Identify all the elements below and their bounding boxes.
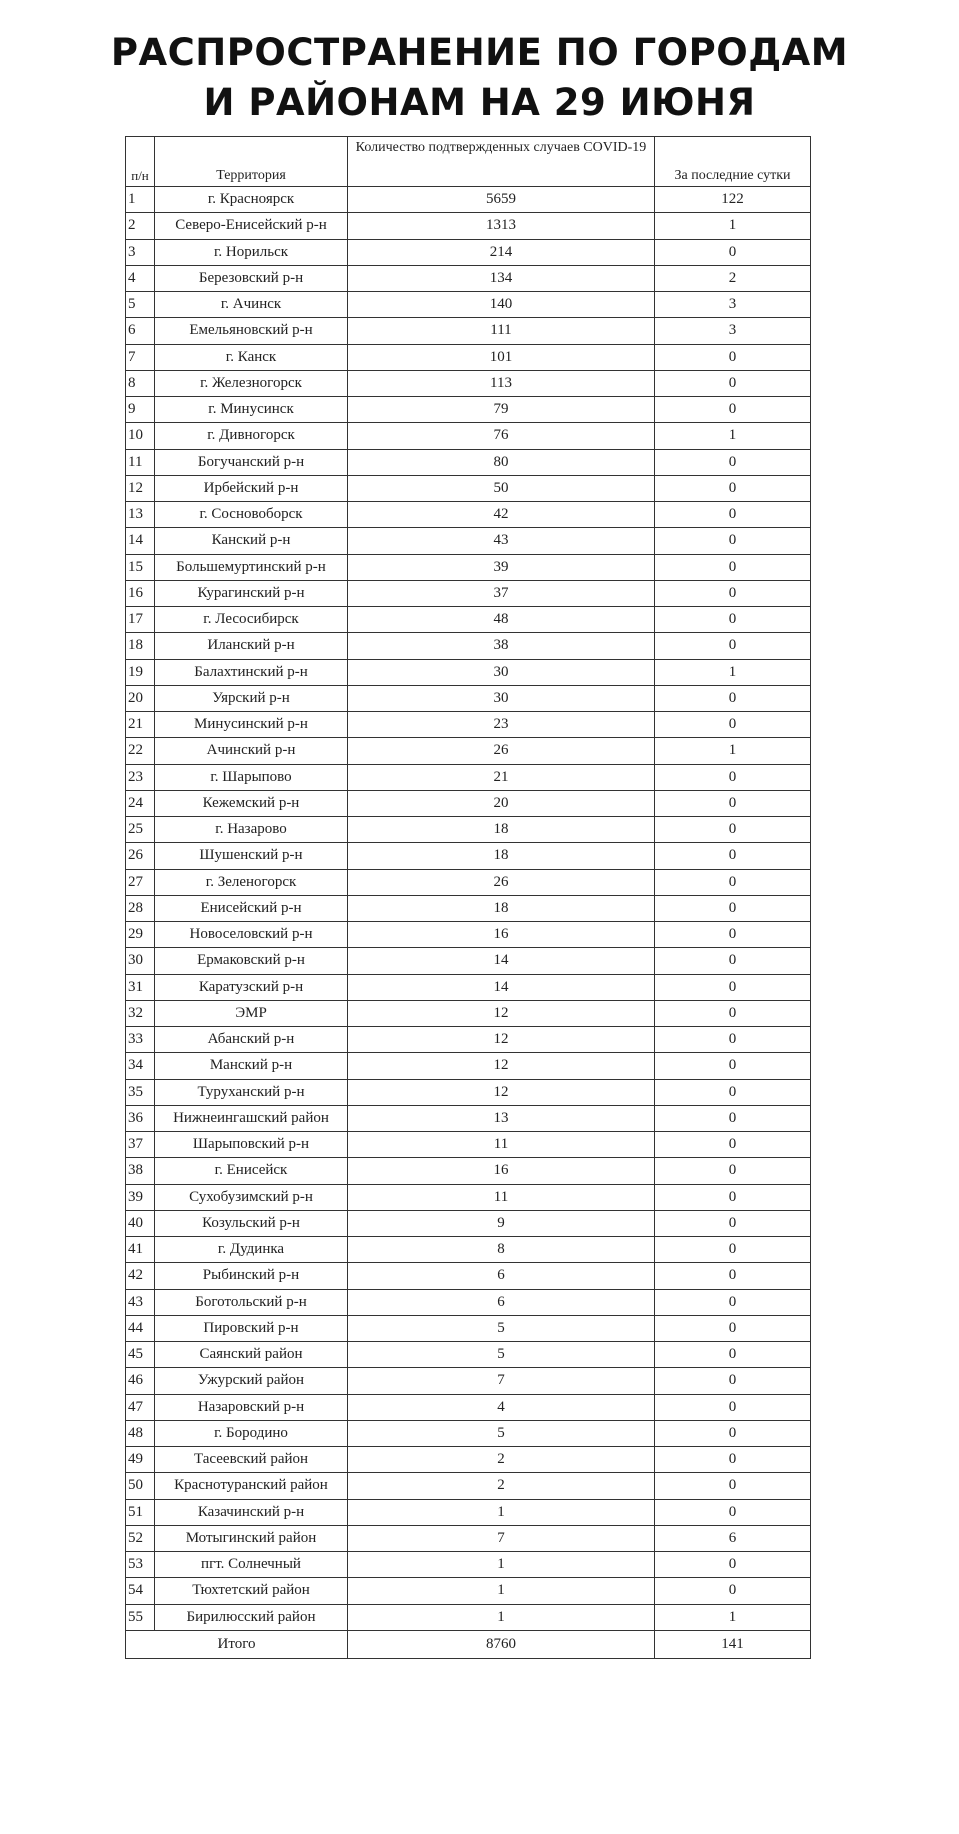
row-number: 51 — [126, 1499, 155, 1525]
row-number: 50 — [126, 1473, 155, 1499]
row-cases: 1 — [348, 1604, 655, 1630]
row-daily: 0 — [655, 685, 811, 711]
row-daily: 0 — [655, 1237, 811, 1263]
row-number: 4 — [126, 265, 155, 291]
table-body — [126, 187, 811, 1631]
row-territory: Большемуртинский р-н — [155, 554, 348, 580]
row-number: 48 — [126, 1420, 155, 1446]
row-daily: 0 — [655, 1027, 811, 1053]
row-number: 42 — [126, 1263, 155, 1289]
row-cases: 48 — [348, 607, 655, 633]
table-row — [126, 502, 811, 528]
row-territory: Новоселовский р-н — [155, 922, 348, 948]
table-row — [126, 187, 811, 213]
row-territory: г. Сосновоборск — [155, 502, 348, 528]
table-row — [126, 1184, 811, 1210]
row-territory: Емельяновский р-н — [155, 318, 348, 344]
row-cases: 38 — [348, 633, 655, 659]
row-cases: 50 — [348, 475, 655, 501]
row-number: 37 — [126, 1132, 155, 1158]
row-territory: г. Зеленогорск — [155, 869, 348, 895]
row-daily: 0 — [655, 1000, 811, 1026]
row-territory: Иланский р-н — [155, 633, 348, 659]
row-territory: Ирбейский р-н — [155, 475, 348, 501]
row-daily: 0 — [655, 607, 811, 633]
row-number: 14 — [126, 528, 155, 554]
row-cases: 140 — [348, 292, 655, 318]
row-cases: 39 — [348, 554, 655, 580]
page-title — [0, 28, 959, 128]
table-row — [126, 817, 811, 843]
row-cases: 8 — [348, 1237, 655, 1263]
row-number: 39 — [126, 1184, 155, 1210]
row-cases: 30 — [348, 685, 655, 711]
row-daily: 0 — [655, 1184, 811, 1210]
row-number: 30 — [126, 948, 155, 974]
row-number: 11 — [126, 449, 155, 475]
row-daily: 1 — [655, 423, 811, 449]
row-territory: г. Дивногорск — [155, 423, 348, 449]
row-territory: Енисейский р-н — [155, 895, 348, 921]
row-cases: 37 — [348, 580, 655, 606]
table-row — [126, 922, 811, 948]
row-territory: Манский р-н — [155, 1053, 348, 1079]
row-number: 2 — [126, 213, 155, 239]
table-row — [126, 1263, 811, 1289]
row-cases: 13 — [348, 1105, 655, 1131]
row-number: 20 — [126, 685, 155, 711]
row-daily: 0 — [655, 922, 811, 948]
row-cases: 12 — [348, 1079, 655, 1105]
row-cases: 101 — [348, 344, 655, 370]
row-daily: 1 — [655, 659, 811, 685]
row-number: 47 — [126, 1394, 155, 1420]
table-row — [126, 1499, 811, 1525]
row-daily: 0 — [655, 344, 811, 370]
row-territory: Ачинский р-н — [155, 738, 348, 764]
row-daily: 0 — [655, 1132, 811, 1158]
row-daily: 0 — [655, 1499, 811, 1525]
row-territory: Ужурский район — [155, 1368, 348, 1394]
row-number: 45 — [126, 1342, 155, 1368]
row-cases: 14 — [348, 948, 655, 974]
row-territory: г. Железногорск — [155, 370, 348, 396]
row-number: 46 — [126, 1368, 155, 1394]
row-territory: Сухобузимский р-н — [155, 1184, 348, 1210]
row-territory: г. Бородино — [155, 1420, 348, 1446]
row-territory: Кежемский р-н — [155, 790, 348, 816]
row-number: 22 — [126, 738, 155, 764]
title-line-1: РАСПРОСТРАНЕНИЕ ПО ГОРОДАМ — [110, 31, 849, 74]
row-territory: Саянский район — [155, 1342, 348, 1368]
row-number: 41 — [126, 1237, 155, 1263]
row-daily: 0 — [655, 790, 811, 816]
row-daily: 0 — [655, 1263, 811, 1289]
table-row — [126, 895, 811, 921]
row-cases: 5 — [348, 1342, 655, 1368]
row-number: 53 — [126, 1552, 155, 1578]
row-number: 54 — [126, 1578, 155, 1604]
row-daily: 0 — [655, 239, 811, 265]
row-territory: пгт. Солнечный — [155, 1552, 348, 1578]
row-cases: 42 — [348, 502, 655, 528]
row-territory: Назаровский р-н — [155, 1394, 348, 1420]
table-row — [126, 843, 811, 869]
row-cases: 16 — [348, 922, 655, 948]
total-row — [126, 1630, 811, 1658]
row-cases: 113 — [348, 370, 655, 396]
row-territory: г. Ачинск — [155, 292, 348, 318]
row-cases: 2 — [348, 1447, 655, 1473]
row-number: 44 — [126, 1315, 155, 1341]
row-cases: 2 — [348, 1473, 655, 1499]
row-number: 18 — [126, 633, 155, 659]
row-daily: 0 — [655, 1079, 811, 1105]
row-number: 35 — [126, 1079, 155, 1105]
row-cases: 16 — [348, 1158, 655, 1184]
table-row — [126, 1237, 811, 1263]
row-number: 40 — [126, 1210, 155, 1236]
row-cases: 26 — [348, 738, 655, 764]
row-territory: Тасеевский район — [155, 1447, 348, 1473]
table-row — [126, 1132, 811, 1158]
row-territory: Ермаковский р-н — [155, 948, 348, 974]
row-cases: 18 — [348, 895, 655, 921]
row-daily: 3 — [655, 292, 811, 318]
row-daily: 0 — [655, 1578, 811, 1604]
table-row — [126, 1342, 811, 1368]
row-territory: Березовский р-н — [155, 265, 348, 291]
row-cases: 5 — [348, 1420, 655, 1446]
row-territory: Козульский р-н — [155, 1210, 348, 1236]
table-row — [126, 1105, 811, 1131]
row-daily: 0 — [655, 1420, 811, 1446]
row-number: 43 — [126, 1289, 155, 1315]
row-daily: 0 — [655, 1105, 811, 1131]
table-row — [126, 1552, 811, 1578]
row-territory: Канский р-н — [155, 528, 348, 554]
row-territory: Пировский р-н — [155, 1315, 348, 1341]
table-row — [126, 423, 811, 449]
row-number: 12 — [126, 475, 155, 501]
row-daily: 0 — [655, 633, 811, 659]
row-number: 36 — [126, 1105, 155, 1131]
table-row — [126, 318, 811, 344]
table-row — [126, 475, 811, 501]
row-daily: 0 — [655, 1053, 811, 1079]
row-number: 38 — [126, 1158, 155, 1184]
table-row — [126, 738, 811, 764]
row-number: 3 — [126, 239, 155, 265]
header-daily: За последние сутки — [655, 137, 811, 187]
row-daily: 0 — [655, 475, 811, 501]
row-territory: Уярский р-н — [155, 685, 348, 711]
row-territory: Северо-Енисейский р-н — [155, 213, 348, 239]
row-territory: г. Красноярск — [155, 187, 348, 213]
table-row — [126, 1368, 811, 1394]
row-number: 16 — [126, 580, 155, 606]
table-row — [126, 397, 811, 423]
row-territory: г. Назарово — [155, 817, 348, 843]
table-row — [126, 1210, 811, 1236]
row-number: 34 — [126, 1053, 155, 1079]
row-territory: Тюхтетский район — [155, 1578, 348, 1604]
table-row — [126, 344, 811, 370]
row-daily: 122 — [655, 187, 811, 213]
row-cases: 11 — [348, 1132, 655, 1158]
row-cases: 5 — [348, 1315, 655, 1341]
row-territory: г. Канск — [155, 344, 348, 370]
row-daily: 0 — [655, 1158, 811, 1184]
row-territory: Абанский р-н — [155, 1027, 348, 1053]
row-territory: г. Лесосибирск — [155, 607, 348, 633]
table-row — [126, 1158, 811, 1184]
row-daily: 1 — [655, 213, 811, 239]
row-cases: 6 — [348, 1289, 655, 1315]
row-daily: 0 — [655, 1473, 811, 1499]
table-row — [126, 528, 811, 554]
row-territory: Балахтинский р-н — [155, 659, 348, 685]
row-daily: 0 — [655, 580, 811, 606]
row-cases: 14 — [348, 974, 655, 1000]
row-daily: 0 — [655, 817, 811, 843]
table-row — [126, 1525, 811, 1551]
row-cases: 111 — [348, 318, 655, 344]
table-row — [126, 685, 811, 711]
row-daily: 0 — [655, 1342, 811, 1368]
row-cases: 80 — [348, 449, 655, 475]
row-daily: 0 — [655, 974, 811, 1000]
row-territory: Курагинский р-н — [155, 580, 348, 606]
table-row — [126, 1053, 811, 1079]
total-cases: 8760 — [348, 1630, 655, 1658]
row-number: 13 — [126, 502, 155, 528]
row-daily: 0 — [655, 449, 811, 475]
table-row — [126, 370, 811, 396]
table-row — [126, 712, 811, 738]
row-cases: 1313 — [348, 213, 655, 239]
row-daily: 6 — [655, 1525, 811, 1551]
table-row — [126, 1289, 811, 1315]
table-row — [126, 948, 811, 974]
title-line-2: И РАЙОНАМ НА 29 ИЮНЯ — [203, 81, 756, 124]
row-territory: Казачинский р-н — [155, 1499, 348, 1525]
row-cases: 23 — [348, 712, 655, 738]
row-number: 1 — [126, 187, 155, 213]
table-row — [126, 764, 811, 790]
total-daily: 141 — [655, 1630, 811, 1658]
row-cases: 18 — [348, 843, 655, 869]
row-number: 6 — [126, 318, 155, 344]
row-daily: 0 — [655, 1368, 811, 1394]
row-number: 7 — [126, 344, 155, 370]
row-number: 49 — [126, 1447, 155, 1473]
row-number: 25 — [126, 817, 155, 843]
row-territory: г. Норильск — [155, 239, 348, 265]
row-daily: 0 — [655, 1552, 811, 1578]
row-daily: 0 — [655, 370, 811, 396]
row-cases: 9 — [348, 1210, 655, 1236]
row-cases: 1 — [348, 1552, 655, 1578]
row-cases: 20 — [348, 790, 655, 816]
row-territory: Рыбинский р-н — [155, 1263, 348, 1289]
table-row — [126, 1604, 811, 1630]
row-territory: Богучанский р-н — [155, 449, 348, 475]
table-row — [126, 869, 811, 895]
row-cases: 4 — [348, 1394, 655, 1420]
row-daily: 2 — [655, 265, 811, 291]
row-daily: 0 — [655, 764, 811, 790]
row-daily: 0 — [655, 397, 811, 423]
covid-cases-table — [125, 136, 811, 1659]
row-cases: 21 — [348, 764, 655, 790]
row-cases: 1 — [348, 1499, 655, 1525]
row-number: 19 — [126, 659, 155, 685]
row-daily: 0 — [655, 554, 811, 580]
row-cases: 12 — [348, 1053, 655, 1079]
table-row — [126, 239, 811, 265]
row-cases: 6 — [348, 1263, 655, 1289]
row-territory: г. Шарыпово — [155, 764, 348, 790]
row-daily: 0 — [655, 502, 811, 528]
row-daily: 0 — [655, 528, 811, 554]
table-row — [126, 292, 811, 318]
header-cases: Количество подтвержденных случаев COVID-19 — [348, 137, 655, 187]
table-row — [126, 1473, 811, 1499]
table-row — [126, 213, 811, 239]
row-number: 10 — [126, 423, 155, 449]
row-daily: 0 — [655, 948, 811, 974]
row-cases: 76 — [348, 423, 655, 449]
row-daily: 0 — [655, 1394, 811, 1420]
table-row — [126, 265, 811, 291]
row-cases: 5659 — [348, 187, 655, 213]
table-row — [126, 1315, 811, 1341]
row-daily: 0 — [655, 869, 811, 895]
row-daily: 1 — [655, 738, 811, 764]
table-row — [126, 1027, 811, 1053]
row-territory: Туруханский р-н — [155, 1079, 348, 1105]
row-number: 21 — [126, 712, 155, 738]
row-territory: Каратузский р-н — [155, 974, 348, 1000]
row-daily: 0 — [655, 1289, 811, 1315]
row-number: 33 — [126, 1027, 155, 1053]
row-number: 27 — [126, 869, 155, 895]
header-territory: Территория — [155, 137, 348, 187]
row-number: 55 — [126, 1604, 155, 1630]
row-cases: 11 — [348, 1184, 655, 1210]
row-daily: 0 — [655, 1447, 811, 1473]
row-cases: 12 — [348, 1000, 655, 1026]
table-row — [126, 1394, 811, 1420]
row-cases: 12 — [348, 1027, 655, 1053]
row-territory: Шарыповский р-н — [155, 1132, 348, 1158]
row-number: 17 — [126, 607, 155, 633]
row-number: 8 — [126, 370, 155, 396]
table-row — [126, 1578, 811, 1604]
row-cases: 26 — [348, 869, 655, 895]
row-number: 23 — [126, 764, 155, 790]
row-daily: 0 — [655, 1315, 811, 1341]
row-territory: Минусинский р-н — [155, 712, 348, 738]
header-num: п/н — [126, 137, 155, 187]
table-row — [126, 633, 811, 659]
table-row — [126, 790, 811, 816]
row-number: 15 — [126, 554, 155, 580]
row-number: 26 — [126, 843, 155, 869]
row-cases: 18 — [348, 817, 655, 843]
row-number: 9 — [126, 397, 155, 423]
row-cases: 7 — [348, 1525, 655, 1551]
row-daily: 0 — [655, 712, 811, 738]
row-cases: 1 — [348, 1578, 655, 1604]
row-number: 28 — [126, 895, 155, 921]
row-territory: г. Енисейск — [155, 1158, 348, 1184]
row-number: 24 — [126, 790, 155, 816]
table-row — [126, 554, 811, 580]
row-territory: ЭМР — [155, 1000, 348, 1026]
row-cases: 7 — [348, 1368, 655, 1394]
table-header-row — [126, 137, 811, 187]
row-daily: 0 — [655, 895, 811, 921]
table-row — [126, 1000, 811, 1026]
row-territory: Шушенский р-н — [155, 843, 348, 869]
total-label: Итого — [126, 1630, 348, 1658]
row-territory: Бирилюсский район — [155, 1604, 348, 1630]
row-number: 52 — [126, 1525, 155, 1551]
row-territory: Краснотуранский район — [155, 1473, 348, 1499]
row-territory: Мотыгинский район — [155, 1525, 348, 1551]
row-daily: 1 — [655, 1604, 811, 1630]
row-cases: 30 — [348, 659, 655, 685]
row-territory: Боготольский р-н — [155, 1289, 348, 1315]
row-cases: 214 — [348, 239, 655, 265]
row-territory: Нижнеингашский район — [155, 1105, 348, 1131]
row-number: 5 — [126, 292, 155, 318]
row-number: 29 — [126, 922, 155, 948]
table-row — [126, 974, 811, 1000]
row-cases: 43 — [348, 528, 655, 554]
table-row — [126, 1420, 811, 1446]
row-daily: 0 — [655, 1210, 811, 1236]
row-number: 31 — [126, 974, 155, 1000]
row-cases: 134 — [348, 265, 655, 291]
row-daily: 3 — [655, 318, 811, 344]
table-row — [126, 449, 811, 475]
table-row — [126, 1079, 811, 1105]
row-territory: г. Дудинка — [155, 1237, 348, 1263]
table-row — [126, 607, 811, 633]
table-row — [126, 580, 811, 606]
row-territory: г. Минусинск — [155, 397, 348, 423]
row-daily: 0 — [655, 843, 811, 869]
table-row — [126, 659, 811, 685]
row-cases: 79 — [348, 397, 655, 423]
table-row — [126, 1447, 811, 1473]
row-number: 32 — [126, 1000, 155, 1026]
